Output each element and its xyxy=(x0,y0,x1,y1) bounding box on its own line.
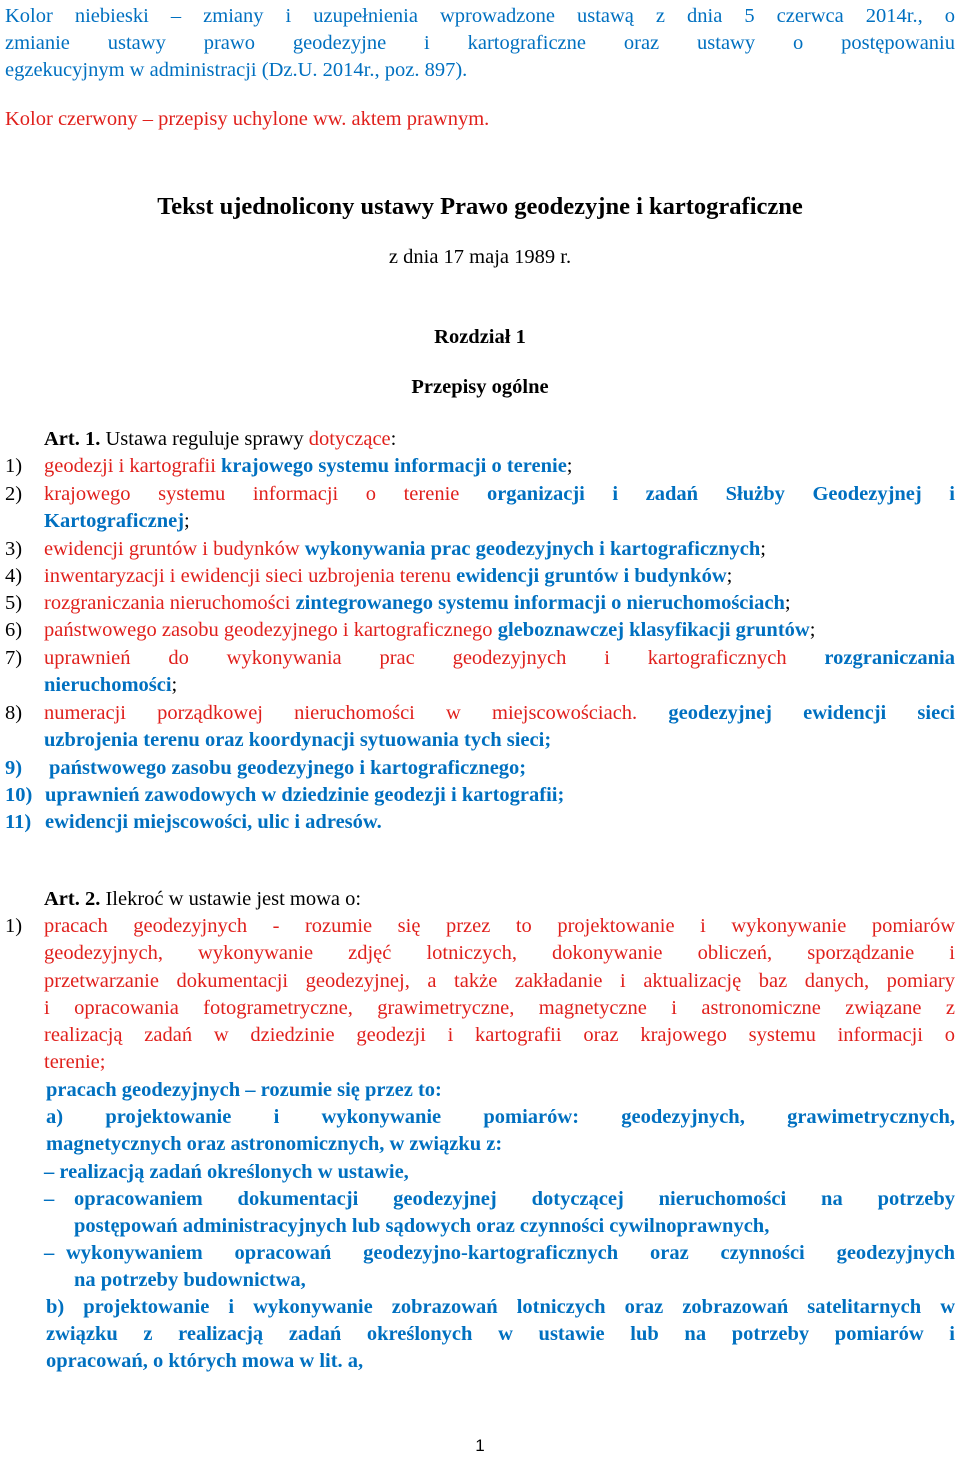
art1-item-line xyxy=(44,590,955,617)
chapter-title: Przepisy ogólne xyxy=(411,376,549,398)
art1-item-text: wykonywania prac geodezyjnych i kartograficznych xyxy=(304,538,761,560)
art1-item-text: ; xyxy=(726,565,733,587)
art2-letter-a-line: magnetycznych oraz astronomicznych, w związku z: xyxy=(46,1133,503,1156)
art2-letter-a xyxy=(46,1104,955,1158)
art1-item-text: organizacji i zadań Służby Geodezyjnej i xyxy=(486,483,955,505)
art1-item-text: rozgraniczania nieruchomości xyxy=(44,592,296,614)
page-number: 1 xyxy=(475,1436,485,1455)
art1-item-text: ; xyxy=(184,510,190,533)
art1-item-line xyxy=(45,782,955,809)
art1-item xyxy=(5,590,955,617)
art1-item-number: 5) xyxy=(5,592,23,614)
art1-intro-end: : xyxy=(390,428,397,450)
art2-blue-heading: pracach geodezyjnych – rozumie się przez to: xyxy=(46,1079,442,1101)
art2-intro xyxy=(44,886,955,913)
page-title: Tekst ujednolicony ustawy Prawo geodezyjne i kartograficzne xyxy=(157,193,803,220)
art1-item-text: inwentaryzacji i ewidencji sieci uzbrojenia terenu xyxy=(44,565,457,587)
art1-item-text: ; xyxy=(784,592,791,614)
art1-item-number: 1) xyxy=(5,455,23,477)
art1-item-text: rozgraniczania xyxy=(824,647,955,669)
art1-item-text: państwowego zasobu geodezyjnego i kartograficznego xyxy=(44,619,498,641)
art1-item-line xyxy=(44,508,955,535)
art1-item-line xyxy=(44,453,955,480)
art1-item-line xyxy=(44,536,955,563)
art2-dash-3-line: na potrzeby budownictwa, xyxy=(74,1269,306,1292)
art1-item-line xyxy=(44,700,955,727)
art1-item xyxy=(5,563,955,590)
art1-item xyxy=(5,536,955,563)
art1-item-number: 11) xyxy=(5,811,32,833)
art1-label: Art. 1. xyxy=(44,428,101,450)
art1-item-number: 9) xyxy=(5,757,23,779)
art2-item-1-number: 1) xyxy=(5,915,23,937)
chapter-heading: Rozdział 1 xyxy=(434,326,526,348)
art2-intro-text: Ilekroć w ustawie jest mowa o: xyxy=(100,888,362,910)
art1-item-text: Kartograficznej xyxy=(44,510,185,533)
art1-item-text: ; xyxy=(760,538,766,560)
art1-item xyxy=(5,782,955,809)
art2-letter-a-line: a) projektowanie i wykonywanie pomiarów: geodezyjnych, grawimetrycznych, xyxy=(46,1106,955,1128)
art1-item-text: ; xyxy=(171,674,178,697)
art2-letter-b-line: b) projektowanie i wykonywanie zobrazowań lotniczych oraz zobrazowań satelitarnych w xyxy=(46,1296,955,1318)
art2-dash-3 xyxy=(44,1240,955,1294)
art1-item xyxy=(5,700,955,755)
art1-item-text: ewidencji gruntów i budynków xyxy=(456,565,727,587)
art1-item-text: uprawnień do wykonywania prac geodezyjnych i kartograficznych xyxy=(44,647,825,669)
art1-item xyxy=(5,617,955,644)
art1-item-text: ; xyxy=(566,455,573,477)
art2-item-1-line: terenie; xyxy=(44,1051,106,1074)
art1-item-text: ewidencji miejscowości, ulic i adresów. xyxy=(45,811,382,833)
art1-intro-red: dotyczące xyxy=(308,428,391,450)
art2-item-1 xyxy=(5,913,955,1077)
art1-item-text: krajowego systemu informacji o terenie xyxy=(44,483,487,505)
art1-item-number: 4) xyxy=(5,565,23,587)
note-blue-line-2: zmianie ustawy prawo geodezyjne i kartograficzne oraz ustawy o postępowaniu xyxy=(5,32,955,54)
art1-item-line xyxy=(45,809,955,836)
art1-item-text: numeracji porządkowej nieruchomości w miejscowościach. xyxy=(44,702,669,724)
art1-item xyxy=(5,453,955,480)
art1-item xyxy=(5,809,955,836)
art1-item-number: 2) xyxy=(5,483,23,505)
art1-item-number: 7) xyxy=(5,647,23,669)
art1-item-text: państwowego zasobu geodezyjnego i kartograficznego; xyxy=(49,757,527,779)
art2-dash-3-line: wykonywaniem opracowań geodezyjno-kartograficznych oraz czynności geodezyjnych xyxy=(66,1242,955,1264)
art1-item-text: krajowego systemu informacji o terenie xyxy=(221,455,567,477)
note-blue-line-3: egzekucyjnym w administracji (Dz.U. 2014r., poz. 897). xyxy=(5,59,468,81)
art1-item xyxy=(5,755,955,782)
art1-item xyxy=(5,645,955,700)
art1-item-text: gleboznawczej klasyfikacji gruntów xyxy=(497,619,810,641)
art2-dash-2-line: postępowań administracyjnych lub sądowych oraz czynności cywilnoprawnych, xyxy=(74,1215,770,1238)
art2-item-1-line: realizacją zadań w dziedzinie geodezji i kartografii oraz krajowego systemu informacji o xyxy=(44,1024,955,1047)
art1-item-line xyxy=(44,617,955,644)
art2-label: Art. 2. xyxy=(44,888,101,910)
note-red-line: Kolor czerwony – przepisy uchylone ww. aktem prawnym. xyxy=(5,108,490,130)
art1-item-number: 8) xyxy=(5,702,23,724)
art1-item-text: nieruchomości xyxy=(44,674,172,697)
art1-intro xyxy=(44,426,955,453)
art2-item-1-line: geodezyjnych, wykonywanie zdjęć lotniczych, dokonywanie obliczeń, sporządzanie i xyxy=(44,942,955,965)
art1-item-number: 3) xyxy=(5,538,23,560)
art1-item-line xyxy=(49,755,955,782)
art2-letter-b-line: związku z realizacją zadań określonych w ustawie lub na potrzeby pomiarów i xyxy=(46,1323,955,1346)
art1-item-number: 10) xyxy=(5,784,33,806)
art2-dash-2 xyxy=(44,1186,955,1240)
art1-item-number: 6) xyxy=(5,619,23,641)
art2-letter-b xyxy=(46,1294,955,1376)
art2-dash-2-line: opracowaniem dokumentacji geodezyjnej dotyczącej nieruchomości na potrzeby xyxy=(74,1188,955,1210)
art1-item xyxy=(5,481,955,536)
art1-item-text: uprawnień zawodowych w dziedzinie geodezji i kartografii; xyxy=(45,784,565,806)
art1-item-text: zintegrowanego systemu informacji o nieruchomościach xyxy=(295,592,785,614)
art2-letter-b-line: opracowań, o których mowa w lit. a, xyxy=(46,1350,364,1373)
art1-item-text: ewidencji gruntów i budynków xyxy=(44,538,305,560)
art2-item-1-line: pracach geodezyjnych - rozumie się przez to projektowanie i wykonywanie pomiarów xyxy=(44,915,955,937)
art1-item-line xyxy=(44,672,955,699)
art1-item-line xyxy=(44,481,955,508)
dash-marker: – xyxy=(44,1242,55,1264)
art1-item-line xyxy=(44,563,955,590)
art1-item-line xyxy=(44,727,955,754)
art2-item-1-line: przetwarzanie dokumentacji geodezyjnej, a także zakładanie i aktualizację baz danych, pomiary xyxy=(44,969,955,992)
art1-item-text: uzbrojenia terenu oraz koordynacji sytuowania tych sieci; xyxy=(44,729,552,752)
art1-item-line xyxy=(44,645,955,672)
art2-dash-1: – realizacją zadań określonych w ustawie, xyxy=(44,1161,409,1183)
act-date: z dnia 17 maja 1989 r. xyxy=(388,246,572,268)
art1-item-text: geodezyjnej ewidencji sieci xyxy=(668,702,955,724)
art2-item-1-line: i opracowania fotogrametryczne, grawimetryczne, magnetyczne i astronomiczne związane z xyxy=(44,996,955,1019)
art1-intro-text: Ustawa reguluje sprawy xyxy=(100,428,309,450)
art1-item-text: geodezji i kartografii xyxy=(44,455,222,477)
dash-marker: – xyxy=(44,1188,55,1210)
art1-item-text: ; xyxy=(809,619,816,641)
note-blue-line-1: Kolor niebieski – zmiany i uzupełnienia wprowadzone ustawą z dnia 5 czerwca 2014r., o xyxy=(5,5,955,27)
